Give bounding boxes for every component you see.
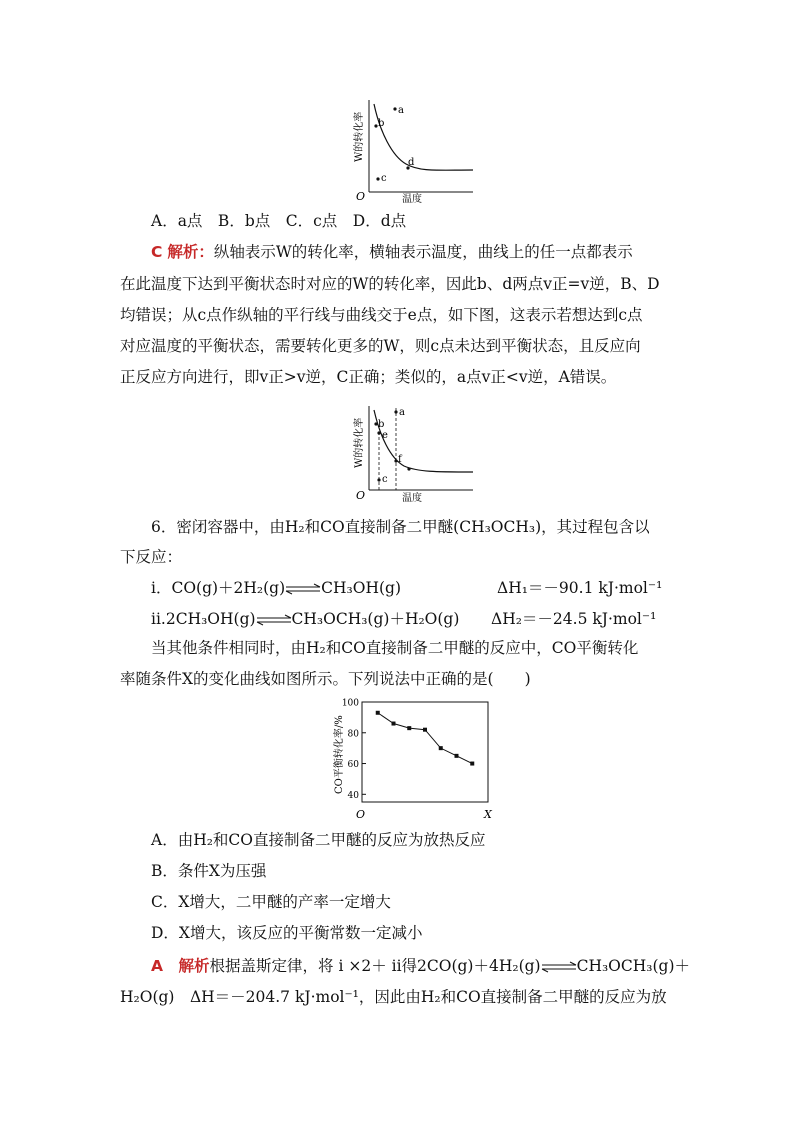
plot-frame [362,702,488,802]
analysis-2-line-2: H₂O(g) ΔH＝－204.7 kJ·mol⁻¹，因此由H₂和CO直接制备二甲醚的反应为放 [120,988,667,1006]
svg-text:温度: 温度 [402,493,422,504]
svg-text:a: a [399,407,405,418]
q6-option-a: A．由H₂和CO直接制备二甲醚的反应为放热反应 [151,831,486,849]
analysis-2-line-1: A 解析根据盖斯定律，将 i ×2＋ ii得2CO(g)＋4H₂(g) CH₃OCH₃(g)＋ [151,957,690,975]
data-point [376,711,380,715]
q5-options: A．a点 B．b点 C．c点 D．d点 [151,212,407,230]
svg-text:c: c [382,474,388,485]
reaction-2: ii.2CH₃OH(g) CH₃OCH₃(g)＋H₂O(g) [151,610,460,628]
analysis-1-line-5: 正反应方向进行，即v正>v逆，C正确；类似的，a点v正<v逆，A错误。 [120,368,617,386]
reaction-2-dh: ΔH₂＝－24.5 kJ·mol⁻¹ [491,610,657,628]
label-d: d [408,157,415,168]
label-b: b [378,118,385,129]
label-c: c [381,173,387,184]
reaction-1-dh: ΔH₁＝－90.1 kJ·mol⁻¹ [497,579,663,597]
point-a [393,107,396,110]
q6-line-4: 率随条件X的变化曲线如图所示。下列说法中正确的是( ) [120,670,531,688]
curve [374,104,473,170]
point-c [376,177,379,180]
answer-badge: C [151,243,163,261]
y-tick-label: 60 [347,760,359,771]
svg-text:e: e [382,430,388,441]
chart-origin: O [356,808,366,821]
y-tick-label: 100 [341,698,359,709]
data-point [407,726,411,730]
data-point [455,754,459,758]
label-a: a [398,105,404,116]
data-point [439,746,443,750]
y-tick-label: 80 [347,729,359,740]
svg-text:f: f [398,454,402,465]
q6-line-2: 下反应： [120,548,183,566]
data-point [470,762,474,766]
analysis-1-line-2: 在此温度下达到平衡状态时对应的W的转化率，因此b、d两点v正=v逆，B、D [120,275,660,293]
reaction-1: i．CO(g)＋2H₂(g) CH₃OH(g) [151,579,401,597]
figure-1 [340,92,480,204]
analysis-label: 解析 [178,957,210,975]
q6-option-b: B．条件X为压强 [151,862,267,880]
q6-line-1: 6．密闭容器中，由H₂和CO直接制备二甲醚(CH₃OCH₃)，其过程包含以 [151,518,650,536]
x-axis-label: 温度 [402,194,422,204]
q6-option-d: D．X增大，该反应的平衡常数一定减小 [151,924,423,942]
origin-label: O [356,190,366,203]
q6-option-c: C．X增大，二甲醚的产率一定增大 [151,893,391,911]
equilibrium-arrow-icon [256,614,292,626]
equilibrium-arrow-icon [285,583,321,595]
analysis-label: 解析： [167,243,214,261]
analysis-text: 纵轴表示W的转化率，横轴表示温度，曲线上的任一点都表示 [213,243,633,261]
chart-y-label: CO平衡转化率/% [334,715,345,794]
co-conversion-chart [326,694,498,822]
analysis-1-line-3: 均错误；从c点作纵轴的平行线与曲线交于e点，如下图，这表示若想达到c点 [120,306,643,324]
chart-x-label: X [484,808,492,821]
y-axis-label: W的转化率 [354,111,365,162]
equilibrium-arrow-icon [541,961,577,973]
svg-text:W的转化率: W的转化率 [354,417,365,468]
q6-line-3: 当其他条件相同时，由H₂和CO直接制备二甲醚的反应中，CO平衡转化 [151,639,639,657]
data-point [392,722,396,726]
svg-text:O: O [356,489,366,502]
figure-2 [340,400,480,505]
analysis-1-line-1 [151,241,633,263]
analysis-1-line-4: 对应温度的平衡状态，需要转化更多的W，则c点未达到平衡状态，且反应向 [120,337,641,355]
data-point [423,728,427,732]
answer-badge: A [151,957,163,975]
y-tick-label: 40 [347,790,359,801]
svg-text:b: b [378,419,385,430]
